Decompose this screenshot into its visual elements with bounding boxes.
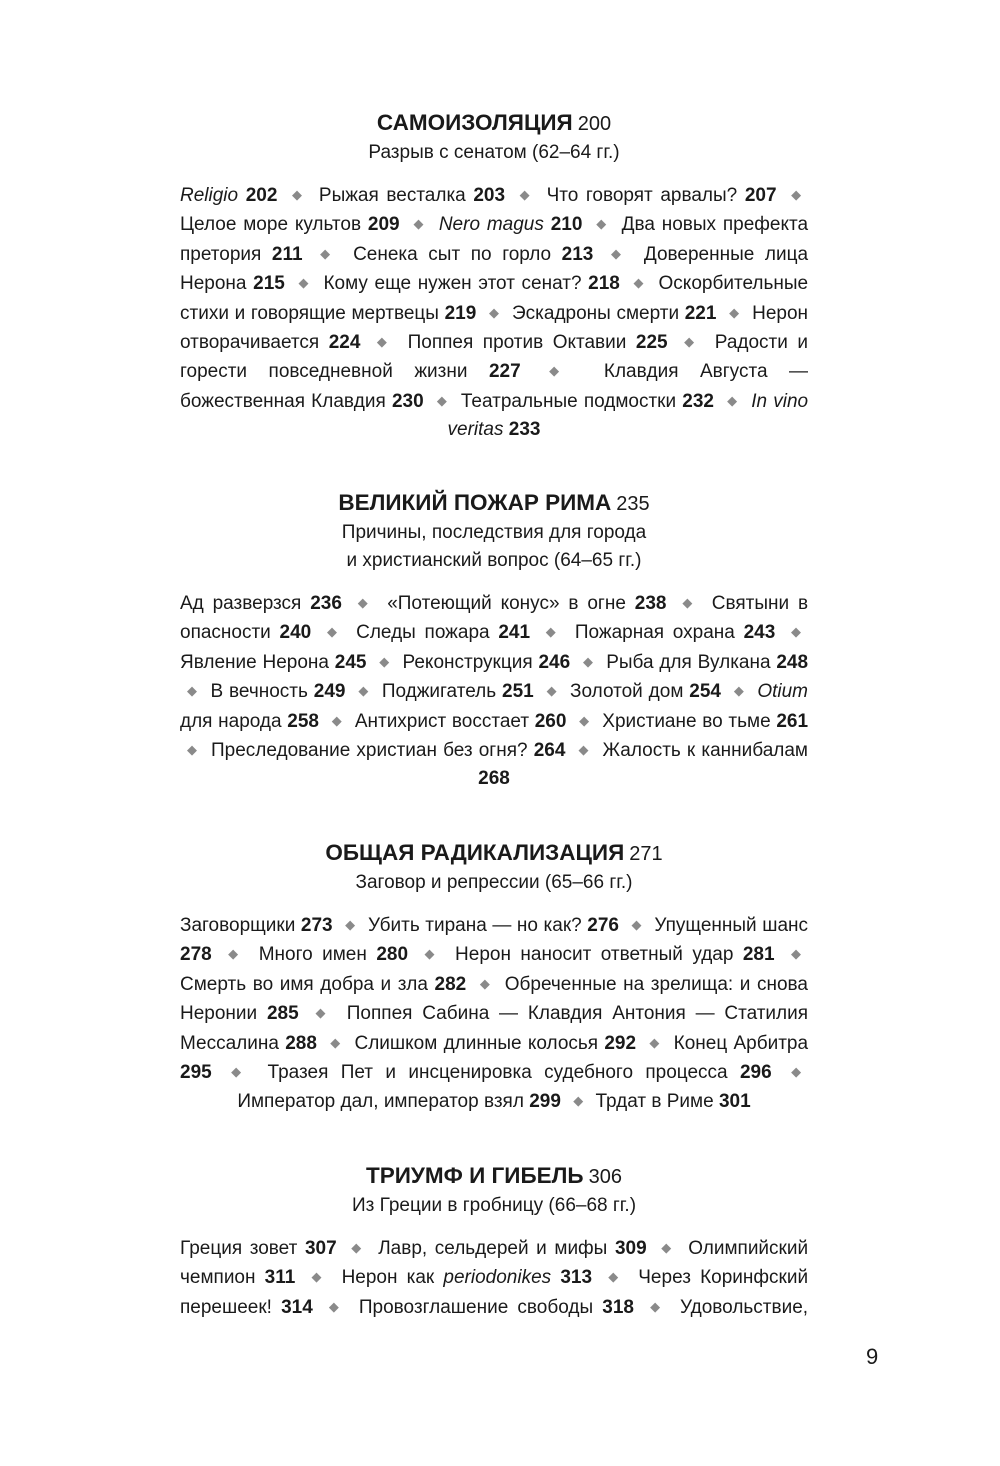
toc-entry <box>547 185 777 206</box>
diamond-separator-icon: ◆ <box>582 653 594 669</box>
diamond-separator-icon: ◆ <box>413 216 425 232</box>
toc-entry <box>680 1297 808 1318</box>
diamond-separator-icon: ◆ <box>187 742 198 758</box>
toc-entry-page: 292 <box>604 1032 637 1054</box>
toc-entry-title: Преследование христиан без огня? <box>210 740 528 762</box>
toc-entry <box>180 1238 337 1259</box>
toc-entry-title: Провозглашение свободы <box>358 1296 594 1318</box>
diamond-separator-icon: ◆ <box>573 1093 584 1109</box>
diamond-separator-icon: ◆ <box>661 1240 674 1255</box>
diamond-separator-icon: ◆ <box>326 624 341 640</box>
toc-entry-page: 245 <box>334 651 367 673</box>
toc-entry-page: 251 <box>502 681 534 703</box>
toc-entry-title: Кому еще нужен этот сенат? <box>323 273 582 295</box>
diamond-separator-icon: ◆ <box>358 683 369 699</box>
toc-entry-page: 221 <box>684 302 717 324</box>
diamond-separator-icon: ◆ <box>729 304 740 320</box>
diamond-separator-icon: ◆ <box>682 595 696 610</box>
diamond-separator-icon: ◆ <box>519 187 532 202</box>
diamond-separator-icon: ◆ <box>298 275 310 291</box>
diamond-separator-icon: ◆ <box>187 683 198 699</box>
toc-entry-page: 215 <box>253 273 285 295</box>
toc-entry-title: Император дал, император взял <box>237 1091 524 1113</box>
toc-entry <box>180 214 400 235</box>
diamond-separator-icon: ◆ <box>331 712 343 728</box>
section-subtitle-line-2: и христианский вопрос (64–65 гг.) <box>346 550 642 571</box>
section-subtitle: Разрыв с сенатом (62–64 гг.) <box>368 142 620 163</box>
toc-entry-page: 243 <box>743 622 776 644</box>
toc-entry-title: Ад разверзся <box>180 593 302 614</box>
toc-entry-title: Поппея против Октавии <box>407 332 627 354</box>
toc-entry-title: Обреченные на зрелища: и снова Неронии <box>180 973 808 1025</box>
toc-entry <box>570 681 721 702</box>
section-title: ОБЩАЯ РАДИКАЛИЗАЦИЯ 271 <box>325 840 663 865</box>
toc-entry <box>180 915 333 936</box>
toc-entry-page: 282 <box>434 973 467 995</box>
section-entries <box>180 911 808 1117</box>
diamond-separator-icon: ◆ <box>424 946 439 962</box>
toc-entry-page: 264 <box>533 740 566 762</box>
toc-entry-title: Радости и горести повседневной жизни <box>180 332 808 383</box>
toc-entry-title: Упущенный шанс <box>654 915 808 936</box>
toc-entry <box>595 1091 750 1112</box>
diamond-separator-icon: ◆ <box>727 392 739 408</box>
diamond-separator-icon: ◆ <box>315 1005 330 1021</box>
toc-entry <box>259 944 408 965</box>
diamond-separator-icon: ◆ <box>791 187 802 202</box>
toc-entry-title: Лавр, сельдерей и мифы <box>378 1238 608 1259</box>
toc-entry <box>382 681 534 702</box>
diamond-separator-icon: ◆ <box>330 1034 342 1050</box>
toc-section-2 <box>180 488 808 794</box>
diamond-separator-icon: ◆ <box>311 1269 326 1285</box>
toc-entry-title: Конец Арбитра <box>673 1032 809 1054</box>
toc-entry <box>356 622 530 643</box>
toc-entry-title: Много имен <box>258 944 367 966</box>
toc-entry-page: 281 <box>742 944 775 966</box>
toc-entry <box>323 273 619 294</box>
toc-entry-title: Явление Нерона <box>180 651 329 673</box>
diamond-separator-icon: ◆ <box>379 653 390 669</box>
section-title: САМОИЗОЛЯЦИЯ 200 <box>376 110 612 135</box>
toc-entry-title: Через Коринфский перешеек! <box>180 1267 809 1318</box>
toc-entry-page: 241 <box>498 622 531 644</box>
diamond-separator-icon: ◆ <box>631 917 642 932</box>
diamond-separator-icon: ◆ <box>357 595 372 610</box>
toc-entry-page: 249 <box>313 681 346 703</box>
toc-entry-page: 268 <box>478 768 510 790</box>
toc-entry-page: 203 <box>473 185 506 206</box>
toc-entry-page: 224 <box>328 332 361 354</box>
toc-entry <box>180 652 366 673</box>
toc-entry-title: Жалость к каннибалам <box>602 740 808 762</box>
diamond-separator-icon: ◆ <box>733 683 745 699</box>
diamond-separator-icon: ◆ <box>549 363 576 379</box>
toc-entry <box>461 391 714 412</box>
toc-entry-title: Сенека сыт по горло <box>353 243 552 265</box>
diamond-separator-icon: ◆ <box>328 1298 343 1314</box>
toc-entry-title: Святыни в опасности <box>180 593 809 644</box>
section-subtitle-line-1: Причины, последствия для города <box>341 522 647 543</box>
toc-entry-page: 301 <box>718 1091 751 1113</box>
toc-entry-title: Нерон как periodonikes <box>341 1267 552 1289</box>
toc-entry <box>180 593 342 614</box>
toc-entry <box>512 303 716 324</box>
toc-entry-title: Оскорбительные стихи и говорящие мертвецы <box>180 273 809 324</box>
toc-entry-title: Заговорщики <box>180 915 296 936</box>
toc-entry <box>237 1091 561 1112</box>
toc-entry <box>359 1297 634 1318</box>
toc-section-4 <box>180 1161 808 1322</box>
section-title: ВЕЛИКИЙ ПОЖАР РИМА 235 <box>338 490 650 515</box>
toc-section-1 <box>180 108 808 445</box>
toc-entry-title: Удовольствие, <box>680 1296 809 1318</box>
section-entries <box>180 589 808 794</box>
toc-entry <box>403 652 571 673</box>
section-title: ТРИУМФ И ГИБЕЛЬ 306 <box>366 1163 622 1188</box>
section-subtitle: Заговор и репрессии (65–66 гг.) <box>355 872 633 893</box>
toc-entry-title: Доверенные лица Нерона <box>180 243 809 295</box>
toc-entry-page: 307 <box>304 1238 337 1259</box>
diamond-separator-icon: ◆ <box>791 624 801 640</box>
diamond-separator-icon: ◆ <box>579 712 590 728</box>
toc-entry-page: 278 <box>180 944 212 966</box>
diamond-separator-icon: ◆ <box>546 683 558 699</box>
toc-entry <box>180 974 466 995</box>
toc-entry-title: Поджигатель <box>381 681 497 703</box>
toc-entry-page: 213 <box>561 243 594 265</box>
toc-entry-page: 202 <box>245 185 278 206</box>
toc-entry-title: Поппея Сабина — Клавдия Антония — Статилия Мессалина <box>180 1003 809 1054</box>
toc-entry-page: 285 <box>266 1003 299 1025</box>
toc-entry-title: Слишком длинные колосья <box>354 1032 599 1054</box>
toc-entry-title: Реконструкция <box>402 651 533 673</box>
diamond-separator-icon: ◆ <box>345 917 356 932</box>
toc-entry-page: 232 <box>682 390 714 412</box>
toc-entry-page: 311 <box>264 1267 296 1289</box>
diamond-separator-icon: ◆ <box>228 946 243 962</box>
toc-entry-page: 230 <box>391 390 424 412</box>
toc-entry <box>439 214 583 235</box>
toc-entry-page: 211 <box>271 243 303 265</box>
toc-entry-page: 210 <box>550 214 583 236</box>
diamond-separator-icon: ◆ <box>608 1269 623 1285</box>
toc-entry-page: 299 <box>529 1091 561 1113</box>
toc-entry <box>353 244 593 265</box>
toc-entry-page: 260 <box>534 710 567 732</box>
toc-entry-title: Nero magus <box>438 214 544 236</box>
diamond-separator-icon: ◆ <box>376 334 392 350</box>
section-entries <box>180 1234 808 1322</box>
toc-entry-page: 288 <box>285 1032 317 1054</box>
toc-entry-page: 254 <box>689 681 721 703</box>
toc-entry-title: В вечность <box>210 681 308 703</box>
toc-entry-page: 314 <box>281 1296 313 1318</box>
diamond-separator-icon: ◆ <box>610 245 627 261</box>
toc-entry <box>368 915 619 936</box>
toc-entry-title: Что говорят арвалы? <box>546 185 738 206</box>
diamond-separator-icon: ◆ <box>351 1240 364 1255</box>
toc-entry-title: Олимпийский чемпион <box>180 1238 809 1289</box>
toc-entry <box>319 185 505 206</box>
diamond-separator-icon: ◆ <box>791 1064 802 1080</box>
diamond-separator-icon: ◆ <box>684 334 699 350</box>
toc-entry <box>211 740 565 761</box>
section-entries <box>180 181 808 445</box>
toc-entry-title: Трдат в Риме <box>595 1091 714 1113</box>
toc-entry-page: 318 <box>602 1296 634 1318</box>
toc-entry-title: Золотой дом <box>570 681 684 703</box>
toc-entry-title: Otium для народа <box>180 681 808 732</box>
page-number: 9 <box>866 1344 879 1369</box>
toc-entry-page: 227 <box>488 361 521 383</box>
toc-entry-title: Рыба для Вулкана <box>606 651 771 673</box>
diamond-separator-icon: ◆ <box>231 1064 249 1080</box>
toc-entry <box>342 1267 592 1288</box>
toc-entry-title: In vino veritas <box>447 390 809 441</box>
toc-entry-page: 207 <box>744 185 777 206</box>
diamond-separator-icon: ◆ <box>633 275 645 291</box>
toc-entry-page: 309 <box>614 1238 647 1259</box>
toc-entry-page: 238 <box>634 593 667 614</box>
toc-entry-page: 246 <box>538 651 571 673</box>
toc-entry-title: Следы пожара <box>356 622 490 644</box>
toc-entry-page: 236 <box>310 593 342 614</box>
toc-entry-page: 313 <box>560 1267 593 1289</box>
toc-entry <box>180 185 277 206</box>
toc-entry-title: Убить тирана — но как? <box>367 915 582 936</box>
diamond-separator-icon: ◆ <box>649 1034 661 1050</box>
toc-entry <box>354 1033 636 1054</box>
diamond-separator-icon: ◆ <box>650 1298 664 1314</box>
toc-entry <box>602 711 808 732</box>
toc-entry <box>387 593 666 614</box>
toc-entry-page: 261 <box>776 710 809 732</box>
toc-entry <box>378 1238 646 1259</box>
toc-entry-page: 258 <box>287 710 319 732</box>
toc-entry-page: 240 <box>279 622 312 644</box>
toc-entry-title: Антихрист восстает <box>354 710 530 732</box>
toc-entry-page: 209 <box>367 214 400 236</box>
toc-entry-title: Эскадроны смерти <box>512 302 680 324</box>
toc-entry-page: 296 <box>739 1062 772 1084</box>
toc-entry-title: Театральные подмостки <box>460 390 677 412</box>
toc-entry-page: 219 <box>444 302 477 324</box>
toc-entry-page: 276 <box>587 915 619 936</box>
diamond-separator-icon: ◆ <box>436 392 448 408</box>
diamond-separator-icon: ◆ <box>545 624 560 640</box>
toc-entry-title: «Потеющий конус» в огне <box>387 593 626 614</box>
toc-entry-page: 273 <box>300 915 333 936</box>
toc-entry-page: 248 <box>776 651 809 673</box>
toc-entry-page: 218 <box>588 273 620 295</box>
toc-entry-page: 280 <box>376 944 409 966</box>
toc-entry <box>268 1062 772 1083</box>
toc-entry-page: 225 <box>635 332 668 354</box>
toc-entry-title: Нерон наносит ответный удар <box>455 944 734 966</box>
toc-entry-page: 295 <box>180 1062 212 1084</box>
diamond-separator-icon: ◆ <box>791 946 801 962</box>
section-subtitle: Из Греции в гробницу (66–68 гг.) <box>351 1195 637 1216</box>
diamond-separator-icon: ◆ <box>291 187 305 202</box>
toc-entry <box>455 944 775 965</box>
diamond-separator-icon: ◆ <box>320 245 336 261</box>
toc-entry-title: Смерть во имя добра и зла <box>180 973 428 995</box>
toc-entry-title: Два новых префекта претория <box>180 214 809 265</box>
diamond-separator-icon: ◆ <box>488 304 500 320</box>
toc-entry-title: Христиане во тьме <box>602 710 771 732</box>
toc-entry <box>355 711 567 732</box>
toc-entry-title: Religio <box>180 185 239 206</box>
toc-entry-title: Клавдия Августа — божественная Клавдия <box>180 361 809 412</box>
toc-entry-title: Греция зовет <box>180 1238 298 1259</box>
toc-entry-title: Пожарная охрана <box>574 622 735 644</box>
toc-entry <box>210 681 345 702</box>
diamond-separator-icon: ◆ <box>596 216 608 232</box>
toc-entry-page: 233 <box>508 419 541 441</box>
toc-entry <box>575 622 775 643</box>
toc-entry <box>408 332 668 353</box>
toc-entry <box>606 652 808 673</box>
diamond-separator-icon: ◆ <box>578 742 590 758</box>
toc-entry-title: Нерон отворачивается <box>180 302 809 354</box>
diamond-separator-icon: ◆ <box>479 975 492 991</box>
toc-entry-title: Рыжая весталка <box>318 185 466 206</box>
toc-entry-title: Целое море культов <box>180 214 362 236</box>
toc-entry-title: Тразея Пет и инсценировка судебного процесса <box>267 1062 728 1084</box>
toc-section-3 <box>180 838 808 1117</box>
